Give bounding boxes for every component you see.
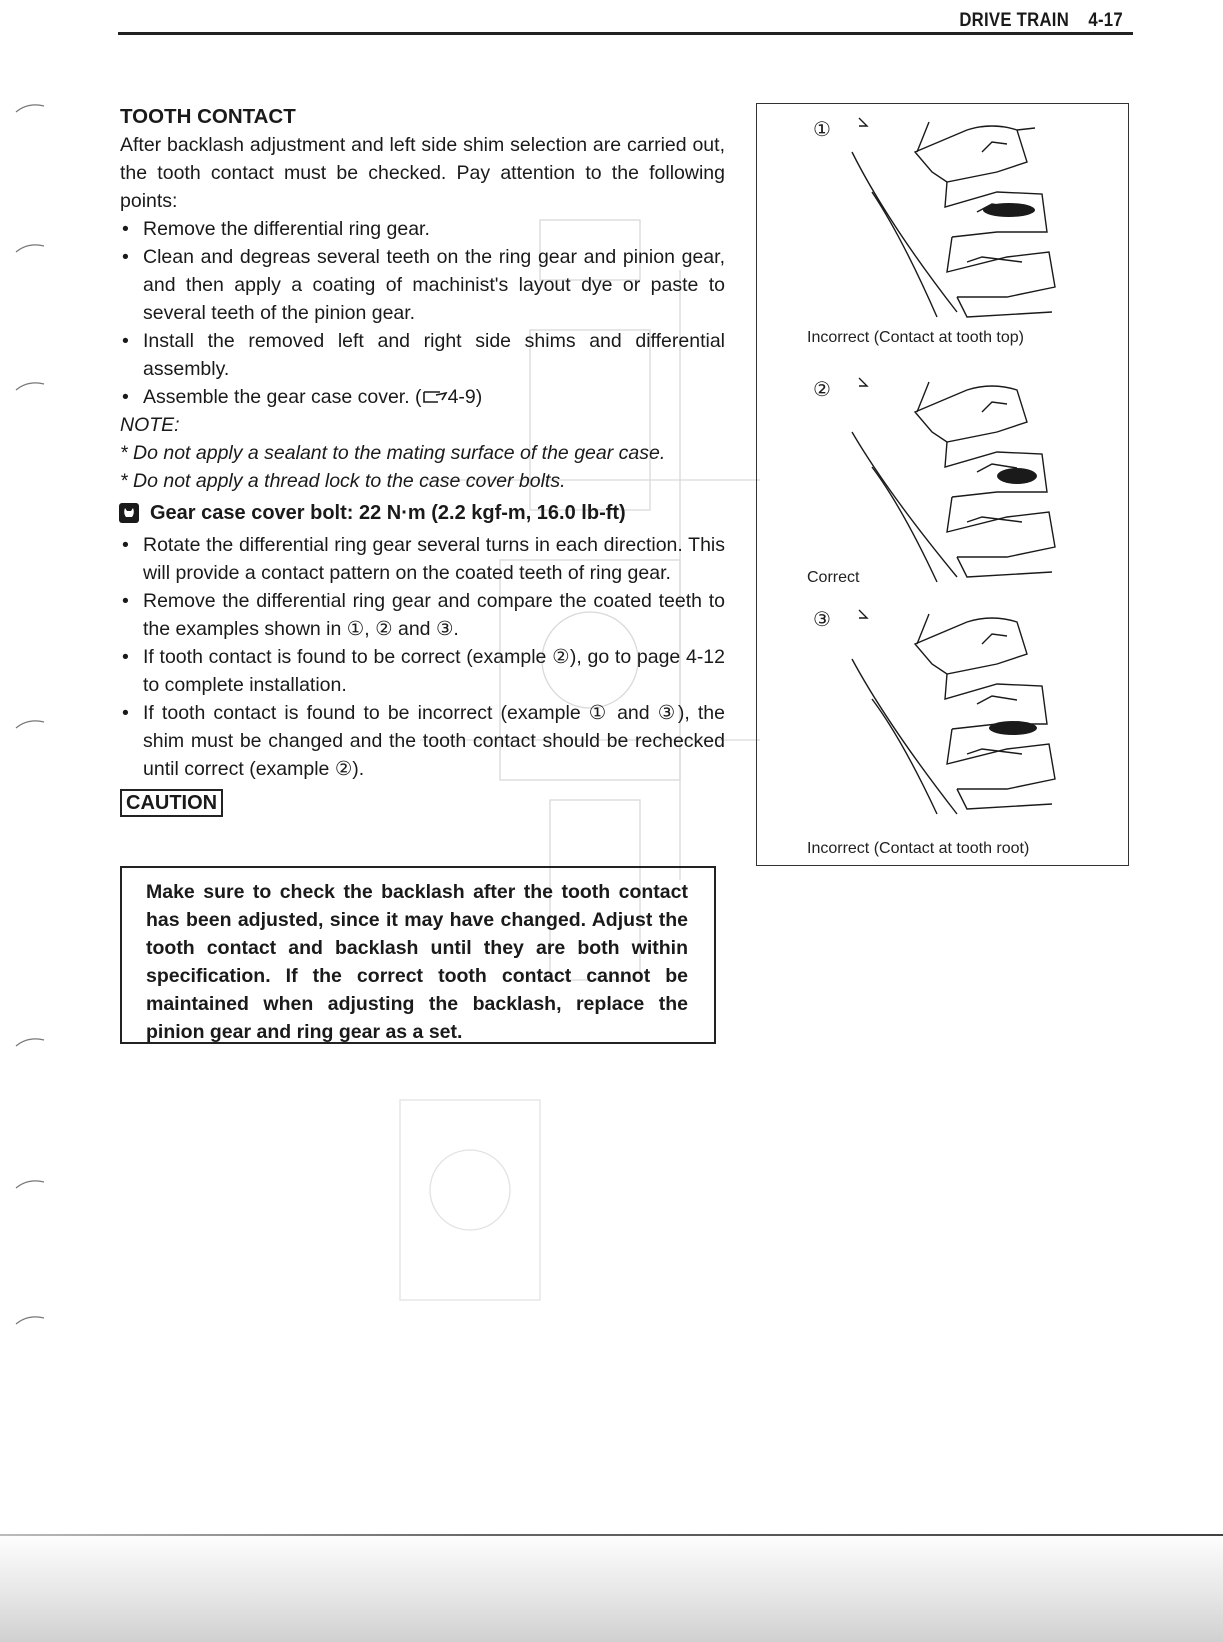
list-item bbox=[120, 383, 725, 411]
main-text-column bbox=[120, 103, 725, 817]
list-item: • If tooth contact is found to be incorrect (example ① and ③), the shim must be changed and the tooth contact should be rechecked until correct (example ②). bbox=[120, 699, 725, 783]
note-line: * Do not apply a sealant to the mating surface of the gear case. bbox=[120, 442, 666, 464]
figure-number: ① bbox=[813, 119, 831, 141]
procedure-list-b bbox=[120, 531, 725, 783]
show-through-ghost-lower bbox=[380, 1080, 580, 1340]
list-item: • Install the removed left and right side shims and differential assembly. bbox=[120, 327, 725, 383]
figure-panel-1 bbox=[757, 104, 1127, 344]
caution-label: CAUTION bbox=[120, 789, 223, 817]
gear-tooth-drawing bbox=[817, 604, 1117, 819]
figure-number: ③ bbox=[813, 609, 831, 631]
figure-caption: Incorrect (Contact at tooth root) bbox=[807, 840, 1030, 857]
figure-caption: Correct bbox=[807, 569, 860, 586]
torque-spec bbox=[120, 499, 725, 527]
section-title: TOOTH CONTACT bbox=[120, 105, 296, 128]
note-line: * Do not apply a thread lock to the case cover bolts. bbox=[120, 470, 566, 492]
tooth-contact-figure bbox=[756, 103, 1129, 866]
figure-panel-3 bbox=[757, 604, 1127, 857]
torque-spec-text: Gear case cover bolt: 22 N·m (2.2 kgf-m, 16.0 lb-ft) bbox=[150, 502, 626, 524]
figure-caption: Incorrect (Contact at tooth top) bbox=[807, 329, 1024, 346]
list-item: • Remove the differential ring gear and compare the coated teeth to the examples shown in ①, ② and ③. bbox=[120, 587, 725, 643]
figure-number: ② bbox=[813, 379, 831, 401]
list-item: • Clean and degreas several teeth on the ring gear and pinion gear, and then apply a coating of machinist's layout dye or paste to several teeth of the pinion gear. bbox=[120, 243, 725, 327]
gear-tooth-drawing bbox=[817, 372, 1117, 587]
torque-wrench-icon bbox=[118, 502, 140, 524]
note-label: NOTE: bbox=[120, 414, 180, 436]
page-header bbox=[959, 10, 1123, 32]
caution-box: Make sure to check the backlash after the tooth contact has been adjusted, since it may have changed. Adjust the tooth contact and backlash until they are both within specification. If the correct tooth contact cannot be maintained when adjusting the backlash, replace the pinion gear and ring gear as a set. bbox=[120, 866, 716, 1044]
header-page-number: 4-17 bbox=[1088, 10, 1123, 31]
scan-shadow bbox=[0, 1532, 1223, 1642]
header-section: DRIVE TRAIN bbox=[959, 10, 1070, 31]
header-rule bbox=[118, 32, 1133, 35]
list-item-text: Assemble the gear case cover. ( bbox=[143, 386, 422, 408]
list-item: • Rotate the differential ring gear several turns in each direction. This will provide a contact pattern on the coated teeth of ring gear. bbox=[120, 531, 725, 587]
list-item: • Remove the differential ring gear. bbox=[120, 215, 725, 243]
page-reference-icon bbox=[422, 390, 448, 404]
binding-marks bbox=[14, 100, 54, 1380]
procedure-list-a bbox=[120, 215, 725, 411]
page-reference: 4-9) bbox=[447, 386, 483, 408]
figure-panel-2 bbox=[757, 364, 1127, 604]
intro-paragraph: After backlash adjustment and left side shim selection are carried out, the tooth contact must be checked. Pay attention to the following points: bbox=[120, 134, 725, 212]
gear-tooth-drawing bbox=[817, 112, 1117, 327]
list-item: • If tooth contact is found to be correct (example ②), go to page 4-12 to complete installation. bbox=[120, 643, 725, 699]
